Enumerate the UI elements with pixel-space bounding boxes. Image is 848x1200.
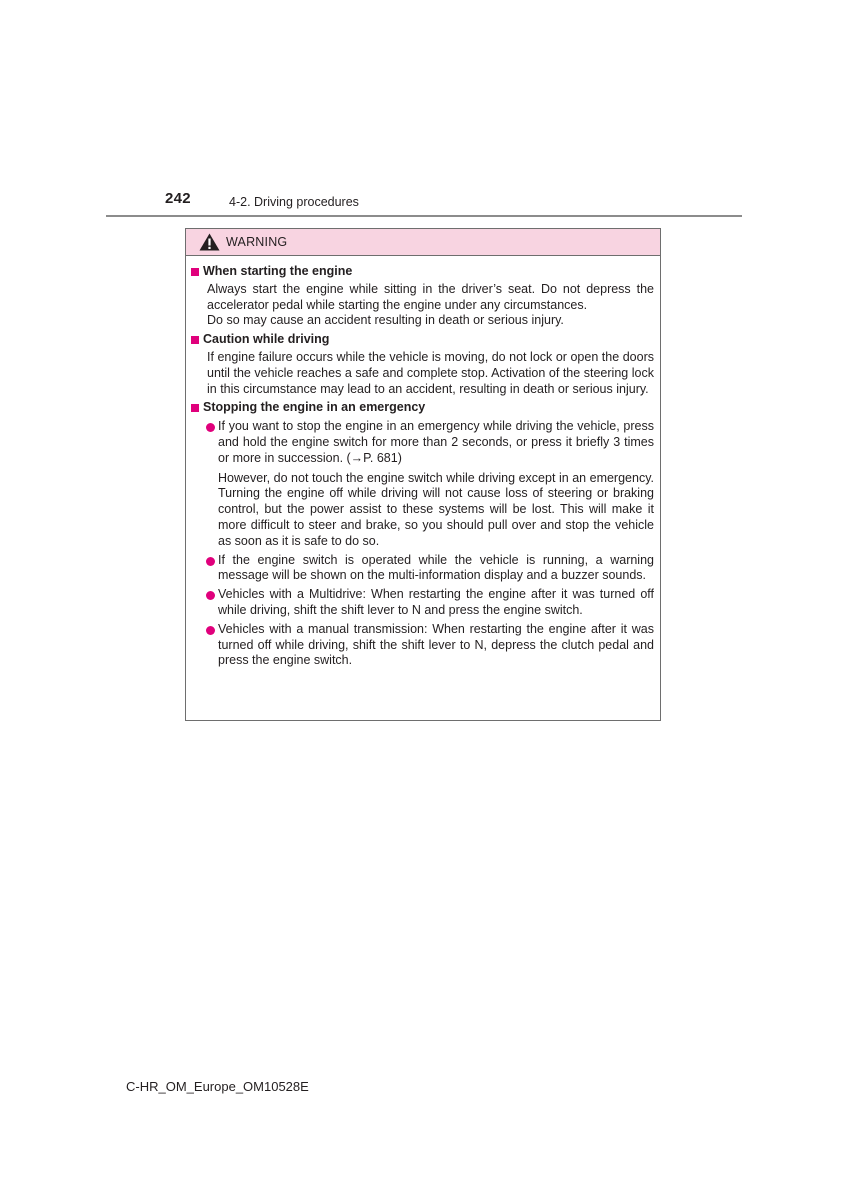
- topic-title: [191, 332, 654, 348]
- topic-title: [191, 264, 654, 280]
- topic-title-text: Caution while driving: [203, 332, 330, 347]
- circle-bullet-icon: [206, 591, 215, 600]
- list-item: [218, 622, 654, 669]
- list-item: [218, 419, 654, 549]
- circle-bullet-icon: [206, 557, 215, 566]
- square-bullet-icon: [191, 336, 199, 344]
- warning-triangle-icon: [199, 233, 220, 251]
- section-title: 4-2. Driving procedures: [229, 195, 359, 209]
- topic-paragraph: Always start the engine while sitting in the driver’s seat. Do not depress the accelerator pedal while starting the engine under any circumstances.: [207, 281, 654, 312]
- list-item-note: However, do not touch the engine switch while driving except in an emergency. Turning the engine off while driving will not cause loss of steering or braking control, but the power assist to these systems will be lost. This will make it more difficult to steer and brake, so you should pull over and stop the vehicle as soon as it is safe to do so.: [218, 470, 654, 548]
- header-divider: [106, 215, 742, 217]
- warning-body: [186, 256, 660, 669]
- topic-paragraph: If engine failure occurs while the vehicle is moving, do not lock or open the doors until the vehicle reaches a safe and complete stop. Activation of the steering lock in this circumstance may lead to an accident, resulting in death or serious injury.: [207, 349, 654, 396]
- warning-header: [186, 229, 660, 256]
- topic-paragraph: Do so may cause an accident resulting in death or serious injury.: [207, 313, 564, 328]
- list-item: [218, 553, 654, 585]
- page-number: 242: [165, 190, 191, 207]
- circle-bullet-icon: [206, 626, 215, 635]
- warning-label: WARNING: [226, 235, 288, 249]
- list-item: [218, 587, 654, 619]
- circle-bullet-icon: [206, 423, 215, 432]
- topic-title-text: Stopping the engine in an emergency: [203, 400, 426, 415]
- list-item-text: If you want to stop the engine in an emergency while driving the vehicle, press and hold the engine switch for more than 2 seconds, or press it briefly 3 times or more in succession. (→P. 681): [218, 419, 654, 465]
- square-bullet-icon: [191, 268, 199, 276]
- list-item-text: Vehicles with a Multidrive: When restarting the engine after it was turned off while driving, shift the shift lever to N and press the engine switch.: [218, 587, 654, 617]
- warning-box: [185, 228, 661, 721]
- list-item-text: Vehicles with a manual transmission: When restarting the engine after it was turned off while driving, shift the shift lever to N, depress the clutch pedal and press the engine switch.: [218, 621, 654, 668]
- list-item-text: If the engine switch is operated while the vehicle is running, a warning message will be shown on the multi-information display and a buzzer sounds.: [218, 552, 654, 583]
- topic-title-text: When starting the engine: [203, 264, 353, 278]
- topic-title: [191, 400, 654, 416]
- footer-doc-code: C-HR_OM_Europe_OM10528E: [126, 1079, 309, 1094]
- square-bullet-icon: [191, 404, 199, 412]
